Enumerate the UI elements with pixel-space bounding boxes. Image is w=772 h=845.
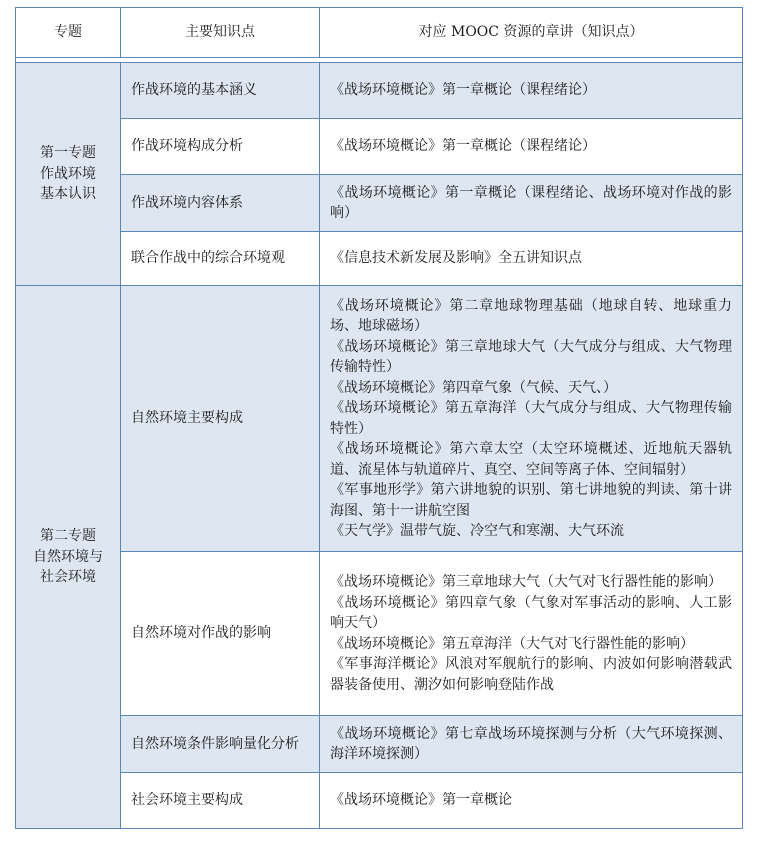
knowledge-point: 作战环境的基本涵义 <box>121 63 320 119</box>
topic-line: 第二专题 <box>40 528 96 545</box>
resource-cell <box>320 63 743 119</box>
resource-entry: 《战场环境概论》第四章气象（气象对军事活动的影响、人工影响天气） <box>330 594 732 631</box>
header-topic: 专题 <box>16 8 121 58</box>
header-resource: 对应 MOOC 资源的章讲（知识点） <box>320 8 743 58</box>
table-row <box>16 119 743 175</box>
resource-entry: 《信息技术新发展及影响》全五讲知识点 <box>330 250 582 267</box>
topic-cell-2 <box>16 286 121 829</box>
topic-line: 第一专题 <box>40 145 96 162</box>
table-row <box>16 232 743 286</box>
table-row <box>16 552 743 716</box>
resource-entry: 《军事海洋概论》风浪对军舰航行的影响、内波如何影响潜载武器装备使用、潮汐如何影响登陆作战 <box>330 656 732 693</box>
topic-line: 社会环境 <box>40 569 96 586</box>
resource-cell <box>320 716 743 773</box>
resource-entry: 《战场环境概论》第三章地球大气（大气对飞行器性能的影响） <box>330 574 722 590</box>
resource-cell <box>320 286 743 552</box>
header-row <box>16 8 743 58</box>
resource-cell <box>320 773 743 829</box>
table-row <box>16 175 743 232</box>
resource-entry: 《战场环境概论》第六章太空（太空环境概述、近地航天器轨道、流星体与轨道碎片、真空、空间等离子体、空间辐射） <box>330 441 732 478</box>
resource-entry: 《战场环境概论》第一章概论（课程绪论） <box>330 82 596 99</box>
table-row <box>16 63 743 119</box>
resource-entry: 《战场环境概论》第二章地球物理基础（地球自转、地球重力场、地球磁场） <box>330 297 732 334</box>
topic-cell-1 <box>16 63 121 286</box>
resource-entry: 《战场环境概论》第四章气象（气候、天气、） <box>330 379 617 396</box>
knowledge-point: 社会环境主要构成 <box>121 773 320 829</box>
table-row <box>16 286 743 552</box>
knowledge-point: 联合作战中的综合环境观 <box>121 232 320 286</box>
knowledge-point: 自然环境主要构成 <box>121 286 320 552</box>
resource-entry: 《军事地形学》第六讲地貌的识别、第七讲地貌的判读、第十讲海图、第十一讲航空图 <box>330 482 732 519</box>
knowledge-point: 作战环境构成分析 <box>121 119 320 175</box>
knowledge-table <box>15 7 743 829</box>
resource-entry: 《战场环境概论》第三章地球大气（大气成分与组成、大气物理传输特性） <box>330 338 732 375</box>
resource-entry: 《战场环境概论》第一章概论（课程绪论、战场环境对作战的影响） <box>330 184 732 221</box>
resource-cell <box>320 232 743 286</box>
resource-entry: 《天气学》温带气旋、冷空气和寒潮、大气环流 <box>330 523 624 539</box>
resource-entry: 《战场环境概论》第五章海洋（大气成分与组成、大气物理传输特性） <box>330 400 732 437</box>
resource-entry: 《战场环境概论》第五章海洋（大气对飞行器性能的影响） <box>330 635 694 652</box>
knowledge-point: 作战环境内容体系 <box>121 175 320 232</box>
knowledge-point: 自然环境条件影响量化分析 <box>121 716 320 773</box>
topic-line: 基本认识 <box>40 186 96 203</box>
table-row <box>16 716 743 773</box>
resource-cell <box>320 552 743 716</box>
header-knowledge: 主要知识点 <box>121 8 320 58</box>
knowledge-point: 自然环境对作战的影响 <box>121 552 320 716</box>
topic-line: 自然环境与 <box>33 548 103 565</box>
table-row <box>16 773 743 829</box>
topic-line: 作战环境 <box>40 165 96 182</box>
resource-cell <box>320 175 743 232</box>
resource-entry: 《战场环境概论》第一章概论 <box>330 792 512 809</box>
resource-entry: 《战场环境概论》第一章概论（课程绪论） <box>330 138 596 155</box>
resource-entry: 《战场环境概论》第七章战场环境探测与分析（大气环境探测、海洋环境探测） <box>330 725 732 762</box>
resource-cell <box>320 119 743 175</box>
